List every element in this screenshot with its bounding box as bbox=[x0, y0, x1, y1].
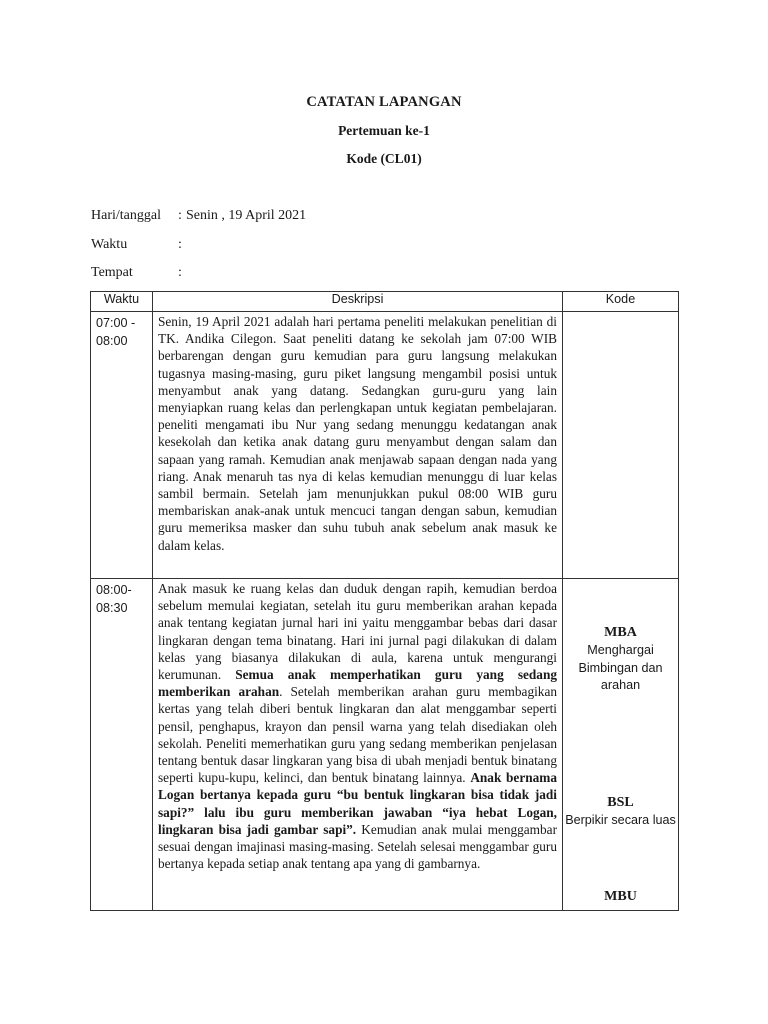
meta-separator: : bbox=[178, 208, 182, 223]
code-label: MBU bbox=[604, 889, 637, 904]
code-label: BSL bbox=[607, 795, 634, 810]
code-entry-mbu bbox=[563, 888, 678, 906]
column-header-description: Deskripsi bbox=[153, 292, 563, 312]
meta-label: Waktu bbox=[91, 237, 128, 252]
meta-label: Hari/tanggal bbox=[91, 208, 161, 223]
table-row bbox=[91, 312, 679, 579]
meta-row-time bbox=[91, 237, 186, 253]
table-row bbox=[91, 579, 679, 911]
description-text: Senin, 19 April 2021 adalah hari pertama peneliti melakukan penelitian di TK. Andika Cilegon. Saat peneliti datang ke sekolah jam 07:00 WIB berbarengan dengan guru kemudian para guru langsung melakukan tugasnya masing-masing, guru piket langsung mengambil posisi untuk menyambut anak yang datang. Sedangkan guru-guru yang lain menyiapkan ruang kelas dan perlengkapan untuk kegiatan pembelajaran. peneliti mengamati ibu Nur yang sedang menunggu kedatangan anak kesekolah dan ketika anak datang guru menyambut dengan salam dan sapaan yang ramah. Kemudian anak menjawab sapaan dengan nada yang riang. Anak menaruh tas nya di kelas kemudian menunggu di luar kelas sambil bermain. Setelah jam menunjukkan pukul 08:00 WIB guru membariskan anak-anak untuk mencuci tangan dengan sabun, kemudian guru memeriksa masker dan suhu tubuh anak sebelum anak masuk ke dalam kelas. bbox=[158, 314, 557, 553]
meta-row-date bbox=[91, 208, 306, 224]
code-description: Menghargai Bimbingan dan arahan bbox=[578, 643, 663, 692]
record-code: Kode (CL01) bbox=[346, 151, 422, 166]
column-header-time: Waktu bbox=[91, 292, 153, 312]
description-text: Kemudian anak mulai menggambar sesuai dengan imajinasi masing-masing. Setelah selesai menggambar guru bertanya kepada setiap anak tentang apa yang di gambarnya. bbox=[158, 821, 557, 872]
description-emphasis: Semua anak memperhatikan guru yang sedang memberikan arahan bbox=[158, 667, 557, 700]
meta-row-place bbox=[91, 265, 186, 281]
meta-separator: : bbox=[178, 265, 182, 280]
code-cell bbox=[563, 579, 679, 911]
code-entry-mba bbox=[563, 624, 678, 695]
table-header-row bbox=[91, 292, 679, 312]
description-emphasis: Anak bernama Logan bertanya kepada guru “bu bentuk lingkaran bisa tidak jadi sapi?” lalu ibu guru memberikan jawaban “iya hebat Logan, lingkaran bisa jadi gambar sapi”. bbox=[158, 770, 558, 837]
time-cell: 07:00 - 08:00 bbox=[91, 312, 153, 579]
meta-label: Tempat bbox=[91, 265, 133, 280]
description-text: . Setelah memberikan arahan guru membagikan kertas yang telah diberi bentuk lingkaran dan alat menggambar seperti pensil, penghapus, krayon dan pensil warna yang telah disediakan oleh sekolah. Peneliti memerhatikan guru yang sedang memberikan penjelasan tentang bentuk dasar lingkaran yang bisa di ubah menjadi bentuk binatang seperti kupu-kupu, kelinci, dan bentuk binatang lainnya. bbox=[158, 684, 557, 786]
meta-value: Senin , 19 April 2021 bbox=[186, 208, 307, 223]
code-cell bbox=[563, 312, 679, 579]
description-cell bbox=[153, 312, 563, 579]
code-entry-bsl bbox=[563, 794, 678, 830]
description-text: Anak masuk ke ruang kelas dan duduk dengan rapih, kemudian berdoa sebelum memulai kegiatan, setelah itu guru memberikan arahan kepada anak tentang kegiatan jurnal hari ini yaitu menggambar bebas dari dasar lingkaran dengan tema binatang. Hari ini jurnal pagi dilakukan di dalam kelas yang biasanya dilakukan di aula, karena untuk mengurangi kerumunan. bbox=[158, 581, 557, 683]
time-cell: 08:00-08:30 bbox=[91, 579, 153, 911]
code-description: Berpikir secara luas bbox=[565, 813, 676, 827]
meta-separator: : bbox=[178, 237, 182, 252]
document-title: CATATAN LAPANGAN bbox=[306, 94, 462, 110]
description-cell bbox=[153, 579, 563, 911]
column-header-code: Kode bbox=[563, 292, 679, 312]
field-notes-table bbox=[90, 291, 679, 911]
meeting-label: Pertemuan ke-1 bbox=[338, 123, 430, 138]
code-label: MBA bbox=[604, 625, 637, 640]
